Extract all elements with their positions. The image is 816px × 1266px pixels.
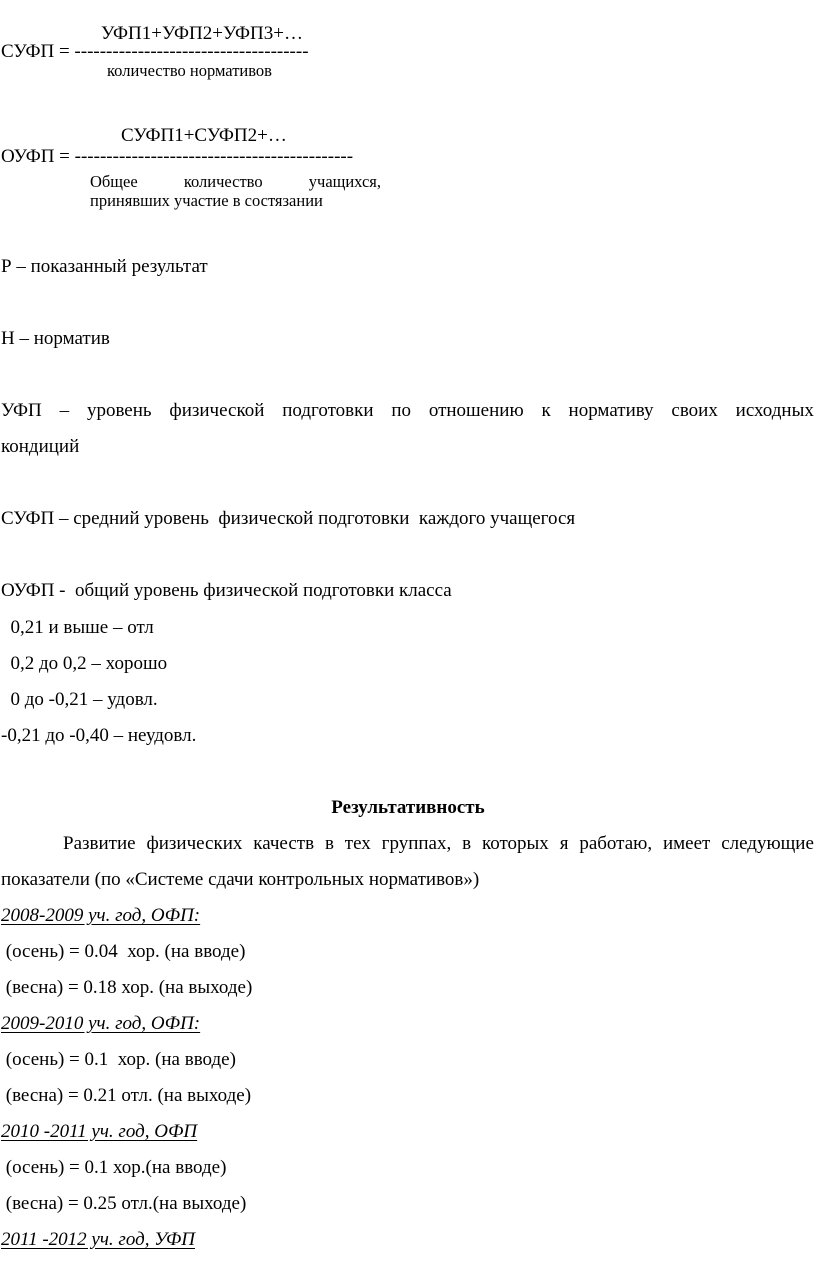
results-heading: Результативность xyxy=(331,797,485,818)
oufp-denom-word: учащихся, xyxy=(308,172,381,191)
para-word: следующие xyxy=(721,833,814,854)
oufp-denom-word: Общее xyxy=(90,172,138,191)
sufp-fraction-bar: ------------------------------------- xyxy=(74,41,309,62)
para-word: группах, xyxy=(381,833,452,854)
year-2009-autumn: (осень) = 0.1 хор. (на вводе) xyxy=(1,1049,236,1070)
grade-excellent: 0,21 и выше – отл xyxy=(1,617,154,638)
year-2010-autumn: (осень) = 0.1 хор.(на вводе) xyxy=(1,1157,227,1178)
oufp-formula-line xyxy=(1,147,353,166)
grade-good: 0,2 до 0,2 – хорошо xyxy=(1,653,168,674)
definition-n: Н – норматив xyxy=(1,328,110,349)
sufp-formula-line xyxy=(1,42,309,61)
oufp-lhs: ОУФП = xyxy=(1,146,75,167)
para-word: Развитие xyxy=(63,833,136,854)
ufp-word: подготовки xyxy=(282,400,374,421)
ufp-word: исходных xyxy=(735,400,814,421)
ufp-word: отношению xyxy=(428,400,524,421)
para-word: я xyxy=(559,833,569,854)
ufp-word: УФП xyxy=(1,400,42,421)
definition-ufp-line1 xyxy=(1,401,814,420)
year-2010-title: 2010 -2011 уч. год, ОФП xyxy=(1,1121,198,1142)
para-word: которых xyxy=(481,833,549,854)
year-2008-spring: (весна) = 0.18 хор. (на выходе) xyxy=(1,977,253,998)
oufp-denom-word: количество xyxy=(183,172,263,191)
definition-r: Р – показанный результат xyxy=(1,256,208,277)
definition-oufp: ОУФП - общий уровень физической подготовки класса xyxy=(1,580,452,601)
sufp-denominator: количество нормативов xyxy=(107,61,272,80)
sufp-lhs: СУФП = xyxy=(1,41,75,62)
ufp-word: – xyxy=(59,400,70,421)
year-2008-autumn: (осень) = 0.04 хор. (на вводе) xyxy=(1,941,246,962)
para-word: в xyxy=(324,833,334,854)
para-word: имеет xyxy=(662,833,711,854)
grade-satisfactory: 0 до -0,21 – удовл. xyxy=(1,689,158,710)
oufp-numerator: СУФП1+СУФП2+… xyxy=(121,125,287,146)
oufp-fraction-bar: -------------------------------------------- xyxy=(74,146,354,167)
ufp-word: по xyxy=(391,400,411,421)
year-2008-title: 2008-2009 уч. год, ОФП: xyxy=(1,905,201,926)
sufp-numerator: УФП1+УФП2+УФП3+… xyxy=(101,23,303,44)
year-2011-title: 2011 -2012 уч. год, УФП xyxy=(1,1229,195,1250)
para-word: качеств xyxy=(253,833,315,854)
ufp-word: физической xyxy=(169,400,265,421)
ufp-word: уровень xyxy=(86,400,152,421)
para-word: в xyxy=(462,833,472,854)
definition-sufp: СУФП – средний уровень физической подготовки каждого учащегося xyxy=(1,508,576,529)
para-word: тех xyxy=(344,833,371,854)
results-paragraph-line1 xyxy=(63,834,814,853)
definition-ufp-line2: кондиций xyxy=(1,436,80,457)
ufp-word: к xyxy=(541,400,551,421)
oufp-denominator-line1 xyxy=(90,174,381,191)
year-2009-spring: (весна) = 0.21 отл. (на выходе) xyxy=(1,1085,252,1106)
grade-unsatisfactory: -0,21 до -0,40 – неудовл. xyxy=(1,725,197,746)
ufp-word: нормативу xyxy=(568,400,654,421)
oufp-denominator-line2: принявших участие в состязании xyxy=(90,191,323,210)
year-2009-title: 2009-2010 уч. год, ОФП: xyxy=(1,1013,201,1034)
results-paragraph-line2: показатели (по «Системе сдачи контрольных нормативов») xyxy=(1,869,480,890)
year-2010-spring: (весна) = 0.25 отл.(на выходе) xyxy=(1,1193,247,1214)
para-word: физических xyxy=(146,833,243,854)
ufp-word: своих xyxy=(671,400,718,421)
para-word: работаю, xyxy=(579,833,653,854)
